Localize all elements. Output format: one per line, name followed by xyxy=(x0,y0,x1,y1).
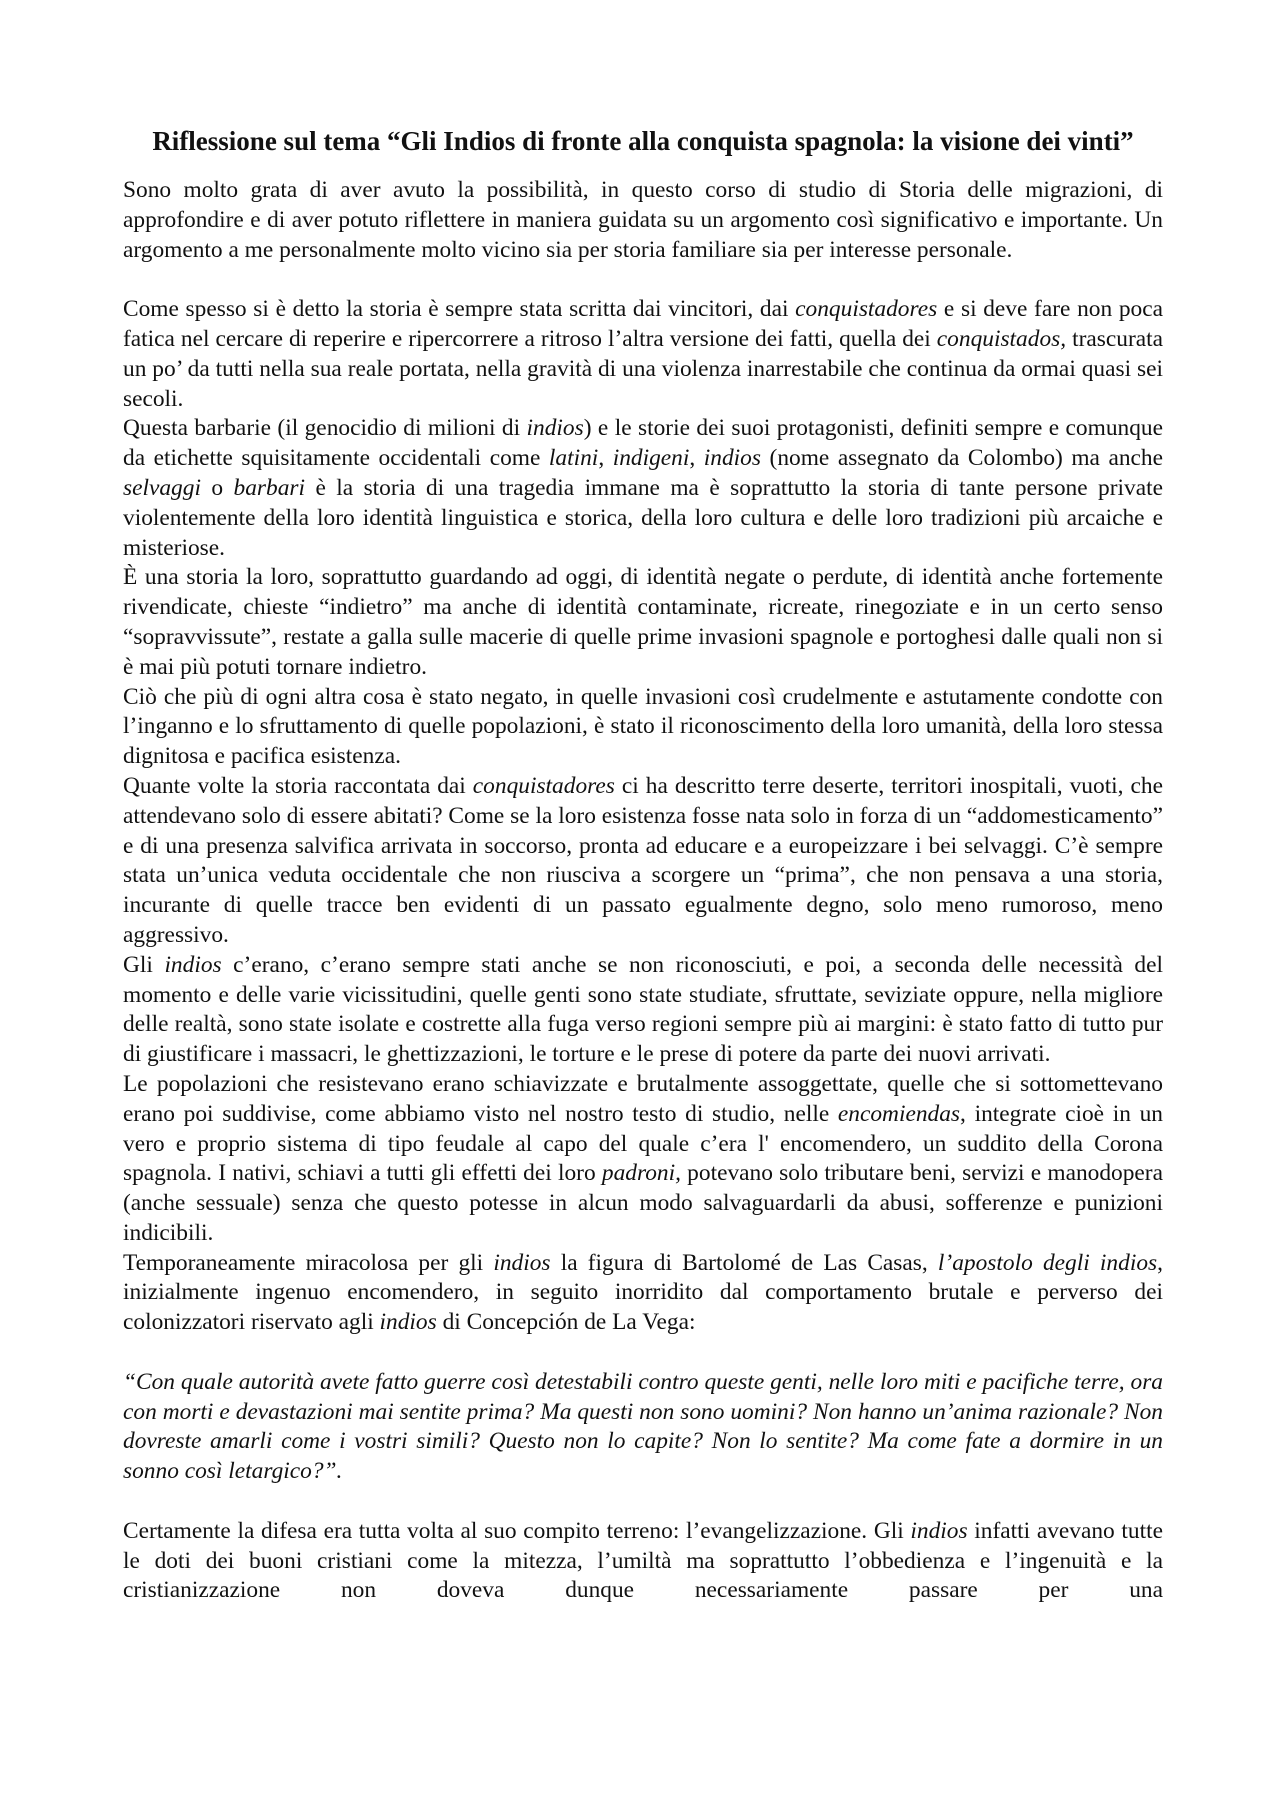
text-run: è la storia di una tragedia immane ma è soprattutto la storia di tante persone private violentemente della loro identità linguistica e storica, della loro cultura e delle loro tradizioni più arcaiche e misteriose. xyxy=(123,474,1163,561)
text-run: Ciò che più di ogni altra cosa è stato negato, in quelle invasioni così crudelmente e astutamente condotte con l’inganno e lo sfruttamento di quelle popolazioni, è stato il riconoscimento della loro umanità, della loro stessa dignitosa e pacifica esistenza. xyxy=(123,683,1163,770)
text-run: (nome assegnato da Colombo) ma anche xyxy=(760,445,1164,472)
italic-text: conquistados, xyxy=(936,325,1067,352)
paragraph xyxy=(123,772,1163,951)
italic-text: barbari xyxy=(233,474,306,501)
text-run: Le popolazioni che resistevano erano schiavizzate e brutalmente assoggettate, quelle che si sottomettevano erano poi suddivise, come abbiamo visto nel nostro testo di studio, nelle xyxy=(123,1070,1163,1127)
italic-text: indios xyxy=(526,415,584,442)
text-run: e si deve fare non poca fatica nel cercare di reperire e ripercorrere a ritroso l’altra versione dei fatti, quella dei xyxy=(123,296,1163,352)
text-run: , xyxy=(598,445,613,472)
text-run: ci ha descritto terre deserte, territori inospitali, vuoti, che attendevano solo di essere abitati? Come se la loro esistenza fosse nata solo in forza di un “addomesticamento” e di una presenza salvifica arrivata in soccorso, pronta ad educare e a europeizzare i bei selvaggi. C’è sempre stata un’unica veduta occidentale che non riusciva a scorgere un “prima”, che non pensava a una storia, incurante di quelle tracce ben evidenti di un passato egualmente degno, solo meno rumoroso, meno aggressivo. xyxy=(123,772,1163,948)
text-run: Certamente la difesa era tutta volta al suo compito terreno: l’evangelizzazione. Gli xyxy=(123,1517,911,1544)
text-run: Questa barbarie (il genocidio di milioni di xyxy=(123,415,527,442)
paragraph-gap xyxy=(123,1338,1163,1368)
italic-text: indigeni xyxy=(612,445,690,472)
italic-text: latini xyxy=(548,445,599,472)
text-run: È una storia la loro, soprattutto guardando ad oggi, di identità negate o perdute, di identità anche fortemente rivendicate, chieste “indietro” ma anche di identità contaminate, ricreate, rinegoziate e in un certo senso “sopravvissute”, restate a galla sulle macerie di quelle prime invasioni spagnole e portoghesi dalle quali non si è mai più potuti tornare indietro. xyxy=(123,564,1163,680)
paragraph xyxy=(123,683,1163,772)
italic-text: selvaggi xyxy=(123,474,201,501)
paragraph xyxy=(123,1070,1163,1249)
text-run: di Concepción de La Vega: xyxy=(436,1309,696,1336)
italic-text: indios xyxy=(493,1249,551,1276)
text-run: ) e le storie dei suoi protagonisti, definiti sempre e comunque da etichette squisitamente occidentali come xyxy=(123,415,1163,472)
document-page xyxy=(123,126,1163,1606)
text-run: Come spesso si è detto la storia è sempre stata scritta dai vincitori, dai xyxy=(123,296,796,323)
paragraph-gap xyxy=(123,1487,1163,1517)
italic-text: conquistadores xyxy=(795,296,938,323)
paragraph xyxy=(123,295,1163,414)
paragraph xyxy=(123,563,1163,682)
text-run: , xyxy=(689,445,704,472)
text-run: Gli xyxy=(123,951,165,978)
paragraph-gap xyxy=(123,265,1163,295)
italic-text: “Con quale autorità avete fatto guerre così detestabili contro queste genti, nelle loro miti e pacifiche terre, ora con morti e devastazioni mai sentite prima? Ma questi non sono uomini? Non hanno un’anima razionale? Non dovreste amarli come i vostri simili? Questo non lo capite? Non lo sentite? Ma come fate a dormire in un sonno così letargico?”. xyxy=(123,1368,1163,1485)
text-run: Quante volte la storia raccontata dai xyxy=(123,772,473,799)
italic-text: conquistadores xyxy=(472,772,615,799)
italic-text: indios xyxy=(703,445,761,472)
paragraph xyxy=(123,951,1163,1070)
text-run: , inizialmente ingenuo encomendero, in seguito inorridito dal comportamento brutale e perverso dei colonizzatori riservato agli xyxy=(123,1249,1163,1336)
text-run: potevano solo tributare beni, servizi e manodopera (anche sessuale) senza che questo potesse in alcun modo salvaguardarli da abusi, sofferenze e punizioni indicibili. xyxy=(123,1160,1163,1246)
document-body xyxy=(123,176,1163,1606)
text-run: Sono molto grata di aver avuto la possibilità, in questo corso di studio di Storia delle migrazioni, di approfondire e di aver potuto riflettere in maniera guidata su un argomento così significativo e importante. Un argomento a me personalmente molto vicino sia per storia familiare sia per interesse personale. xyxy=(123,177,1163,263)
paragraph xyxy=(123,414,1163,563)
text-run: o xyxy=(200,474,234,501)
block-quote xyxy=(123,1368,1163,1487)
italic-text: indios xyxy=(164,951,222,978)
paragraph xyxy=(123,176,1163,265)
paragraph xyxy=(123,1249,1163,1338)
text-run: trascurata un po’ da tutti nella sua reale portata, nella gravità di una violenza inarrestabile che continua da ormai quasi sei secoli. xyxy=(123,325,1163,412)
text-run: Temporaneamente miracolosa per gli xyxy=(123,1249,494,1276)
text-run: la figura di Bartolomé de Las Casas, xyxy=(550,1249,938,1276)
italic-text: indios xyxy=(379,1309,437,1336)
italic-text: l’apostolo degli indios xyxy=(937,1249,1158,1276)
document-title: Riflessione sul tema “Gli Indios di fronte alla conquista spagnola: la visione dei vinti” xyxy=(152,126,1134,156)
paragraph xyxy=(123,1517,1163,1606)
text-run: c’erano, c’erano sempre stati anche se non riconosciuti, e poi, a seconda delle necessità del momento e delle varie vicissitudini, quelle genti sono state studiate, sfruttate, seviziate oppure, nella migliore delle realtà, sono state isolate e costrette alla fuga verso regioni sempre più ai margini: è stato fatto di tutto pur di giustificare i massacri, le ghettizzazioni, le torture e le prese di potere da parte dei nuovi arrivati. xyxy=(123,951,1163,1068)
italic-text: indios xyxy=(910,1517,968,1544)
italic-text: encomiendas xyxy=(837,1100,961,1127)
text-run: infatti avevano tutte le doti dei buoni cristiani come la mitezza, l’umiltà ma soprattutto l’obbedienza e l’ingenuità e la cristianizzazione non doveva dunque necessariamente passare per una xyxy=(123,1517,1164,1604)
text-run: , integrate cioè in un vero e proprio sistema di tipo feudale al capo del quale c’era l' encomendero, un suddito della Corona spagnola. I nativi, schiavi a tutti gli effetti dei loro xyxy=(123,1100,1163,1187)
italic-text: padroni, xyxy=(601,1160,681,1187)
